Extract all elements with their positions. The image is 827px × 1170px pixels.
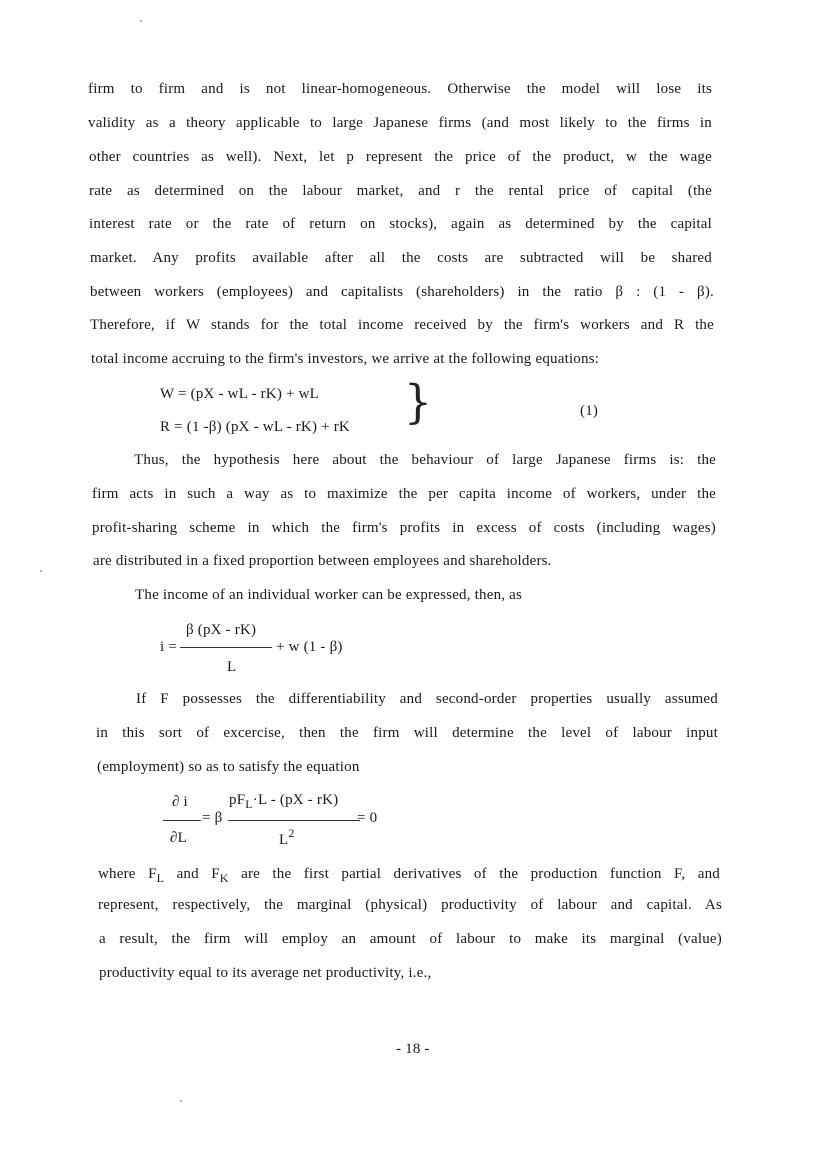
text-line: productivity equal to its average net productivity, i.e., xyxy=(99,965,432,981)
equation-3-lhs-numerator: ∂ i xyxy=(172,794,188,810)
text-line: validity as a theory applicable to large Japanese firms (and most likely to the firms in xyxy=(88,115,712,131)
equation-3-beta: = β xyxy=(202,810,223,826)
fraction-bar xyxy=(228,820,360,821)
numerator-part: ·L - (pX - rK) xyxy=(252,792,339,808)
equation-1-w: W = (pX - wL - rK) + wL xyxy=(160,386,319,402)
text-line: rate as determined on the labour market, and r the rental price of capital (the xyxy=(89,183,712,199)
equation-3-rhs: = 0 xyxy=(357,810,378,826)
text-line: (employment) so as to satisfy the equation xyxy=(97,759,360,775)
subscript-l: L xyxy=(245,797,253,811)
page-number: - 18 - xyxy=(396,1041,430,1057)
text-line: If F possesses the differentiability and second-order properties usually assumed xyxy=(136,691,718,707)
equation-1-r: R = (1 -β) (pX - wL - rK) + rK xyxy=(160,419,350,435)
subscript-l: L xyxy=(156,871,165,885)
scan-speck xyxy=(180,1100,182,1102)
text-line: interest rate or the rate of return on stocks), again as determined by the capital xyxy=(89,216,712,232)
text-part: and F xyxy=(164,866,220,882)
equation-3-numerator xyxy=(229,792,338,809)
scan-speck xyxy=(40,570,42,572)
text-part: are the first partial derivatives of the production function F, and xyxy=(228,866,720,882)
equation-2-denominator: L xyxy=(227,659,237,675)
scan-speck xyxy=(140,20,142,22)
text-line: other countries as well). Next, let p represent the price of the product, w the wage xyxy=(89,149,712,165)
text-line: firm to firm and is not linear-homogeneous. Otherwise the model will lose its xyxy=(88,81,712,97)
fraction-bar xyxy=(180,647,272,648)
equation-2-numerator: β (pX - rK) xyxy=(186,622,257,638)
text-line: profit-sharing scheme in which the firm's profits in excess of costs (including wages) xyxy=(92,520,716,536)
text-line: Therefore, if W stands for the total income received by the firm's workers and R the xyxy=(90,317,714,333)
text-part: where F xyxy=(98,866,157,882)
right-brace: } xyxy=(404,375,432,430)
text-line: a result, the firm will employ an amount of labour to make its marginal (value) xyxy=(99,931,722,947)
text-line: are distributed in a fixed proportion between employees and shareholders. xyxy=(93,553,552,569)
text-line: The income of an individual worker can be expressed, then, as xyxy=(135,587,523,603)
equation-3-denominator xyxy=(279,826,295,849)
denominator-l: L xyxy=(279,832,289,848)
text-line: total income accruing to the firm's investors, we arrive at the following equations: xyxy=(91,351,600,367)
text-line: market. Any profits available after all the costs are subtracted will be shared xyxy=(90,250,712,266)
equation-3-lhs-denominator: ∂L xyxy=(170,830,187,846)
equation-2-lhs: i = xyxy=(160,639,177,655)
text-line: Thus, the hypothesis here about the behaviour of large Japanese firms is: the xyxy=(134,452,716,468)
subscript-k: K xyxy=(219,871,229,885)
equation-2-tail: + w (1 - β) xyxy=(276,639,343,655)
text-line: in this sort of excercise, then the firm will determine the level of labour input xyxy=(96,725,718,741)
text-line: between workers (employees) and capitalists (shareholders) in the ratio β : (1 - β). xyxy=(90,284,714,300)
equation-number: (1) xyxy=(580,403,599,419)
numerator-part: pF xyxy=(229,792,246,808)
text-line: firm acts in such a way as to maximize the per capita income of workers, under the xyxy=(92,486,716,502)
text-line xyxy=(98,866,720,883)
fraction-bar xyxy=(163,820,201,821)
superscript-2: 2 xyxy=(288,826,295,840)
text-line: represent, respectively, the marginal (physical) productivity of labour and capital. As xyxy=(98,897,722,913)
